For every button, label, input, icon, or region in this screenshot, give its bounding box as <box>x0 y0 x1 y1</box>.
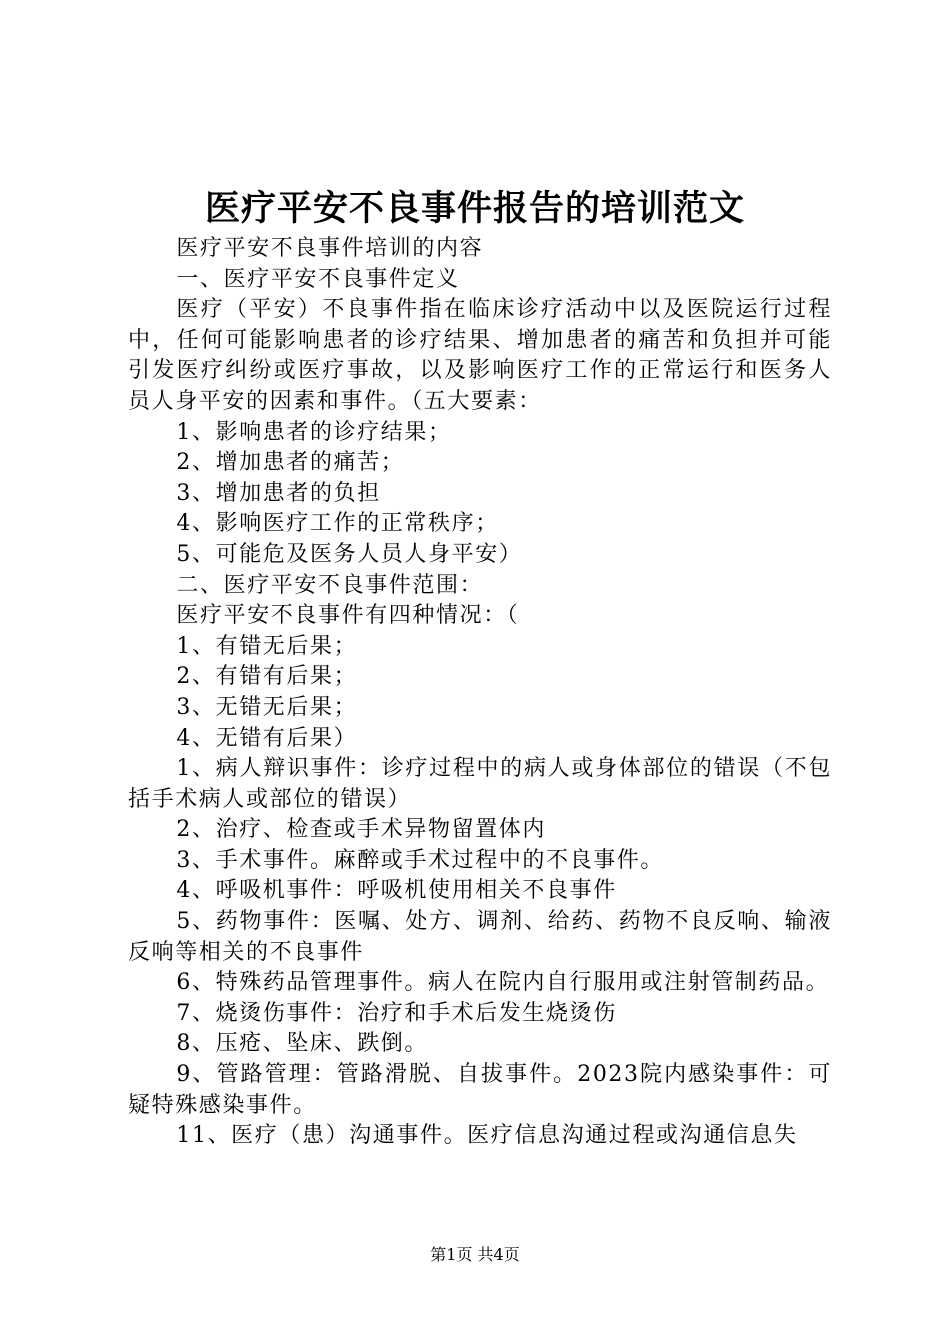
section-heading: 一、医疗平安不良事件定义 <box>176 266 460 292</box>
list-item: 2、有错有后果； <box>176 664 358 690</box>
list-item: 5、药物事件：医嘱、处方、调剂、给药、药物不良反响、输液反响等相关的不良事件 <box>128 909 832 965</box>
document-title: 医疗平安不良事件报告的培训范文 <box>204 189 745 229</box>
list-item: 1、病人辩识事件：诊疗过程中的病人或身体部位的错误（不包括手术病人或部位的错误） <box>128 756 832 812</box>
list-item: 6、特殊药品管理事件。病人在院内自行服用或注射管制药品。 <box>176 970 830 996</box>
list-item: 1、影响患者的诊疗结果； <box>176 419 452 445</box>
document-body <box>128 234 832 1152</box>
list-item: 3、增加患者的负担 <box>176 480 381 506</box>
list-item: 3、手术事件。麻醉或手术过程中的不良事件。 <box>176 847 664 873</box>
list-item: 1、有错无后果； <box>176 633 358 659</box>
list-item: 4、呼吸机事件：呼吸机使用相关不良事件 <box>176 878 617 904</box>
list-item: 11、医疗（患）沟通事件。医疗信息沟通过程或沟通信息失 <box>176 1123 798 1149</box>
paragraph: 医疗平安不良事件培训的内容 <box>176 236 484 261</box>
list-item: 4、无错有后果） <box>176 725 358 751</box>
paragraph: 医疗（平安）不良事件指在临床诊疗活动中以及医院运行过程中，任何可能影响患者的诊疗结果、增加患者的痛苦和负担并可能引发医疗纠纷或医疗事故，以及影响医疗工作的正常运行和医务人员人身平安的因素和事件。（五大要素： <box>128 297 832 414</box>
list-item: 3、无错无后果； <box>176 694 358 720</box>
section-heading: 二、医疗平安不良事件范围： <box>176 572 484 598</box>
list-item: 8、压疮、坠床、跌倒。 <box>176 1031 428 1057</box>
list-item: 7、烧烫伤事件：治疗和手术后发生烧烫伤 <box>176 1000 617 1026</box>
paragraph: 医疗平安不良事件有四种情况：（ <box>176 603 520 629</box>
list-item: 4、影响医疗工作的正常秩序； <box>176 511 499 537</box>
list-item: 9、管路管理：管路滑脱、自拔事件。2023院内感染事件：可疑特殊感染事件。 <box>128 1062 832 1118</box>
list-item: 2、增加患者的痛苦； <box>176 450 405 476</box>
list-item: 5、可能危及医务人员人身平安） <box>176 541 523 567</box>
list-item: 2、治疗、检查或手术异物留置体内 <box>176 817 546 843</box>
page-footer: 第1页 共4页 <box>430 1245 520 1264</box>
